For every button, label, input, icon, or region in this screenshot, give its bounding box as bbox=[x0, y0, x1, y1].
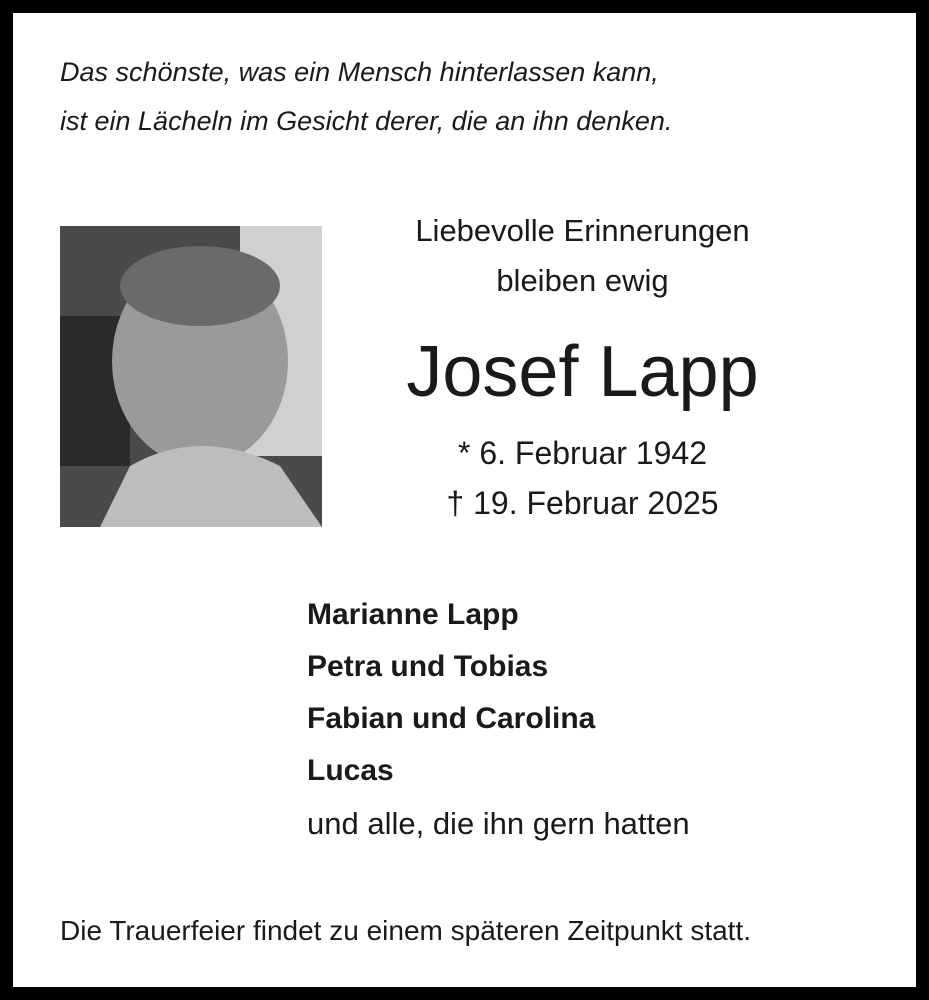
mourner: Marianne Lapp bbox=[307, 598, 519, 631]
deceased-name: Josef Lapp bbox=[406, 332, 759, 412]
mourners-closing: und alle, die ihn gern hatten bbox=[307, 806, 690, 841]
mourner: Petra und Tobias bbox=[307, 650, 549, 683]
obituary-card bbox=[13, 13, 916, 987]
funeral-notice: Die Trauerfeier findet zu einem späteren Zeitpunkt statt. bbox=[60, 915, 752, 946]
death-date: † 19. Februar 2025 bbox=[446, 485, 719, 521]
quote-line-1: Das schönste, was ein Mensch hinterlassen kann, bbox=[60, 57, 659, 87]
mourner: Lucas bbox=[307, 754, 394, 787]
heading-line-1: Liebevolle Erinnerungen bbox=[415, 213, 750, 248]
quote-line-2: ist ein Lächeln im Gesicht derer, die an ihn denken. bbox=[60, 106, 673, 136]
portrait-photo bbox=[60, 226, 322, 527]
birth-date: * 6. Februar 1942 bbox=[457, 435, 708, 471]
heading-line-2: bleiben ewig bbox=[496, 263, 669, 298]
mourner: Fabian und Carolina bbox=[307, 702, 596, 735]
